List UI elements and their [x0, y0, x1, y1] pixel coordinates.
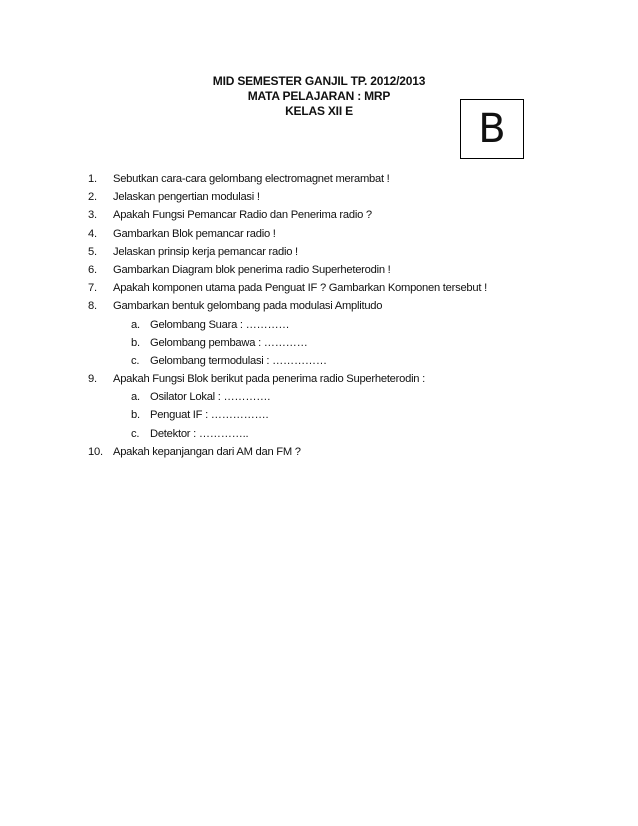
question-text: Apakah komponen utama pada Penguat IF ? Gambarkan Komponen tersebut ! [113, 282, 487, 295]
question-number: 1. [88, 173, 97, 185]
sub-question-item [88, 425, 548, 443]
question-text: Gambarkan Blok pemancar radio ! [113, 227, 276, 240]
sub-question-item [88, 388, 548, 406]
sub-question-letter: a. [131, 391, 140, 404]
class-line: KELAS XII E [285, 104, 353, 118]
question-number: 9. [88, 373, 97, 386]
sub-question-text: Gelombang termodulasi : …………… [150, 354, 327, 367]
question-number: 4. [88, 227, 97, 240]
question-item [88, 170, 548, 188]
sub-question-item [88, 316, 548, 334]
sub-question-letter: c. [131, 427, 140, 440]
sub-question-item [88, 406, 548, 424]
question-item [88, 443, 548, 461]
question-item [88, 370, 548, 388]
question-number: 5. [88, 245, 97, 258]
question-number: 10. [88, 445, 103, 458]
question-number: 8. [88, 300, 97, 313]
sub-question-text: Osilator Lokal : …………. [150, 391, 271, 404]
exam-variant-box [460, 99, 524, 159]
sub-question-text: Gelombang Suara : ………… [150, 318, 290, 331]
question-text: Apakah kepanjangan dari AM dan FM ? [113, 445, 301, 458]
sub-question-text: Gelombang pembawa : ………… [150, 336, 308, 349]
question-text: Apakah Fungsi Pemancar Radio dan Penerima radio ? [113, 209, 372, 222]
question-item [88, 188, 548, 206]
sub-question-text: Detektor : ………….. [150, 427, 249, 440]
question-item [88, 279, 548, 297]
sub-question-item [88, 334, 548, 352]
question-item [88, 225, 548, 243]
sub-question-text: Penguat IF : ……………. [150, 409, 269, 422]
sub-question-letter: c. [131, 354, 140, 367]
subject-line: MATA PELAJARAN : MRP [247, 89, 391, 103]
question-number: 6. [88, 263, 97, 276]
question-text: Gambarkan bentuk gelombang pada modulasi Amplitudo [113, 300, 383, 313]
sub-question-letter: b. [131, 336, 140, 349]
question-text: Gambarkan Diagram blok penerima radio Superheterodin ! [113, 263, 391, 276]
question-text: Apakah Fungsi Blok berikut pada penerima radio Superheterodin : [113, 373, 425, 386]
exam-header [0, 74, 638, 119]
question-text: Jelaskan prinsip kerja pemancar radio ! [113, 245, 298, 258]
sub-question-item [88, 352, 548, 370]
question-number: 2. [88, 191, 97, 204]
question-number: 7. [88, 282, 97, 295]
question-list [88, 170, 548, 461]
question-item [88, 243, 548, 261]
question-item [88, 261, 548, 279]
question-item [88, 206, 548, 224]
question-item [88, 297, 548, 315]
question-number: 3. [88, 209, 97, 222]
question-text: Sebutkan cara-cara gelombang electromagnet merambat ! [113, 173, 390, 185]
exam-title: MID SEMESTER GANJIL TP. 2012/2013 [212, 74, 426, 88]
sub-question-letter: a. [131, 318, 140, 331]
sub-question-letter: b. [131, 409, 140, 422]
exam-variant-letter: B [478, 106, 506, 152]
question-text: Jelaskan pengertian modulasi ! [113, 191, 260, 204]
